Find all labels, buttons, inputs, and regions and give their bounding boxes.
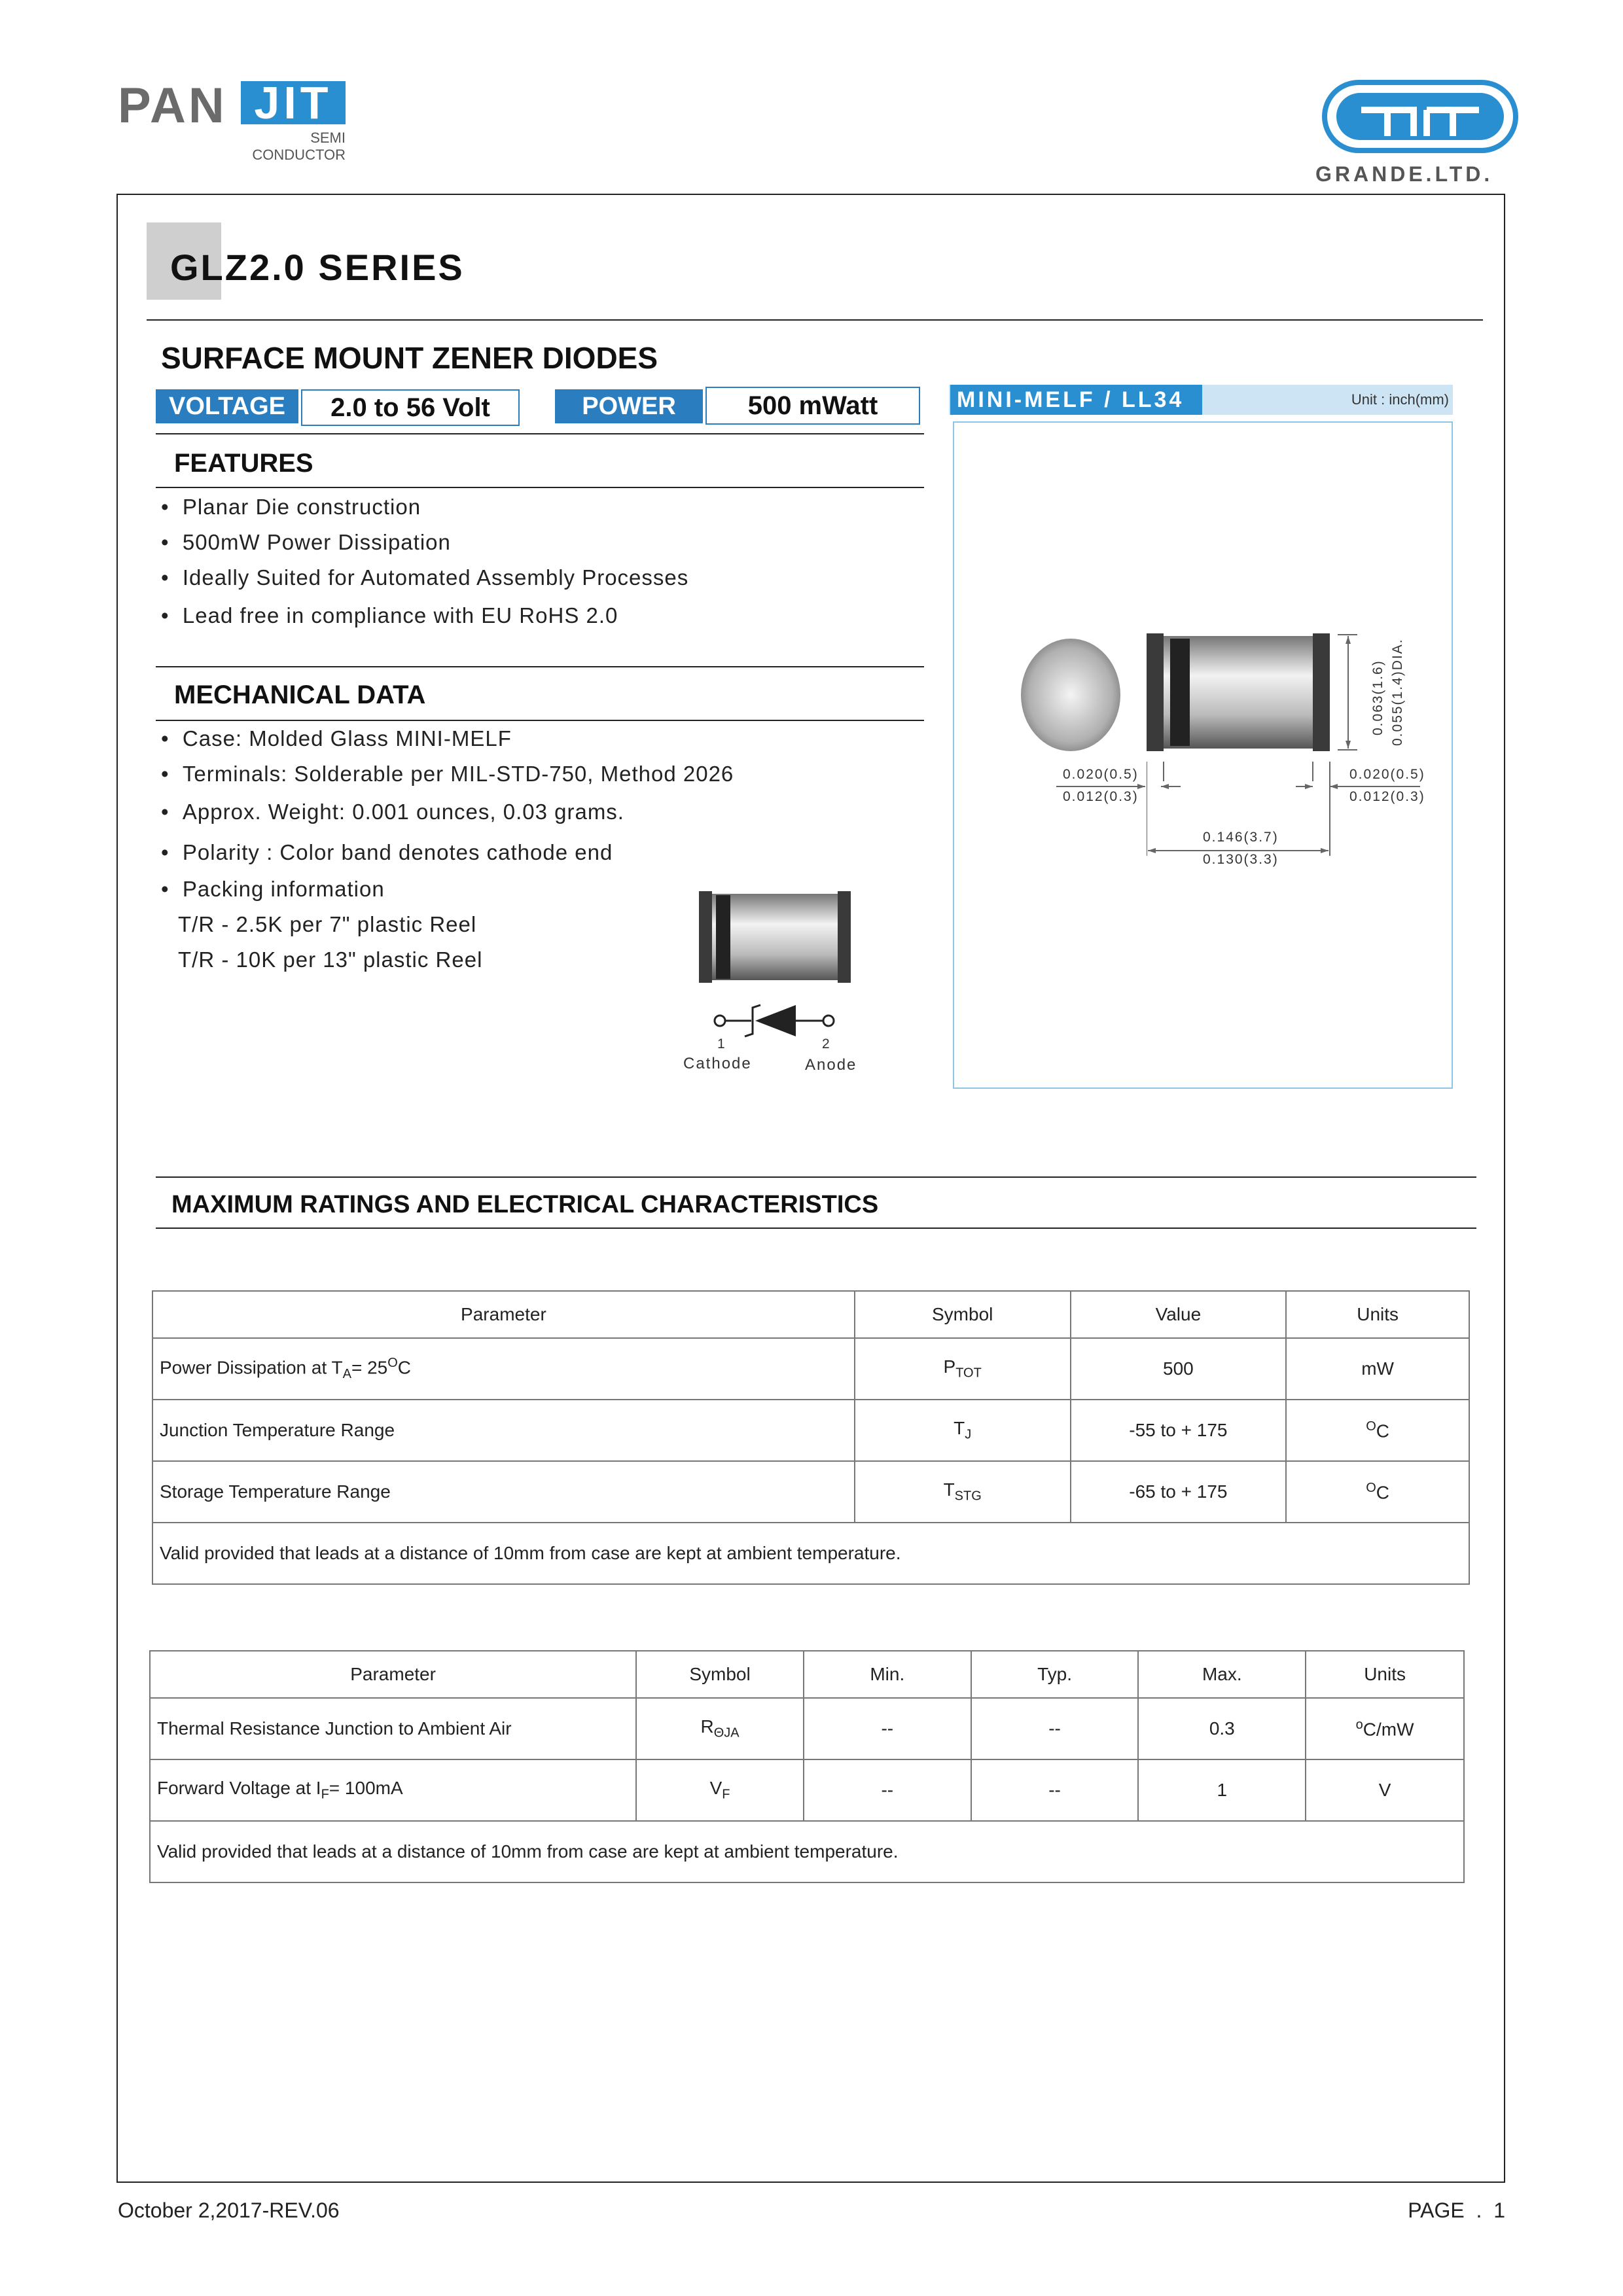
symbol-text: T (943, 1479, 955, 1500)
product-subtitle: SURFACE MOUNT ZENER DIODES (161, 341, 658, 375)
dim-lead-right-min: 0.012(0.3) (1349, 789, 1425, 804)
table-header-row (152, 1291, 1469, 1338)
logo-semi-text: SEMI (310, 130, 346, 146)
mechanical-top-divider (156, 666, 924, 667)
mechanical-text: Terminals: Solderable per MIL-STD-750, Method 2026 (182, 762, 734, 786)
mechanical-item: • Case: Molded Glass MINI-MELF (161, 726, 512, 751)
mechanical-item: • Polarity : Color band denotes cathode end (161, 840, 613, 864)
table-note-row (152, 1523, 1469, 1584)
table-header-cell: Typ. (971, 1651, 1139, 1698)
symbol-cell (855, 1338, 1071, 1400)
features-bottom-divider (156, 487, 924, 488)
panjit-logo-jit: JIT (241, 81, 346, 124)
symbol-subscript: F (722, 1787, 730, 1802)
table-header-cell: Units (1286, 1291, 1469, 1338)
dim-lead-left-max: 0.020(0.5) (1063, 767, 1139, 782)
table-header-cell: Symbol (855, 1291, 1071, 1338)
pin1-label: 1 (717, 1036, 726, 1051)
symbol-text: V (709, 1778, 722, 1799)
symbol-cell (855, 1400, 1071, 1461)
packing-line: T/R - 10K per 13" plastic Reel (178, 947, 483, 972)
feature-item: • 500mW Power Dissipation (161, 530, 451, 554)
pin2-label: 2 (822, 1036, 831, 1051)
diode-body-icon (699, 891, 851, 983)
grande-logo-icon (1322, 80, 1518, 153)
symbol-cell (636, 1698, 804, 1759)
table-note: Valid provided that leads at a distance of 10mm from case are kept at ambient temperature. (150, 1821, 1464, 1882)
symbol-subscript: STG (954, 1489, 982, 1504)
electrical-characteristics-table (149, 1650, 1465, 1883)
param-cell: Thermal Resistance Junction to Ambient Air (150, 1698, 636, 1759)
param-cell (150, 1759, 636, 1821)
param-tail: = 100mA (329, 1778, 403, 1799)
power-label: POWER (555, 389, 703, 423)
table-header-row (150, 1651, 1464, 1698)
mechanical-bottom-divider (156, 720, 924, 721)
mechanical-text: Polarity : Color band denotes cathode end (182, 840, 613, 864)
unit-text: C/mW (1363, 1719, 1414, 1740)
typ-cell: -- (971, 1759, 1139, 1821)
mechanical-heading: MECHANICAL DATA (174, 680, 426, 709)
mechanical-text: Packing information (182, 877, 385, 901)
dim-length-max: 0.146(3.7) (1203, 830, 1279, 845)
voltage-label: VOLTAGE (156, 389, 298, 423)
unit-cell (1286, 1400, 1469, 1461)
max-cell: 0.3 (1138, 1698, 1306, 1759)
max-ratings-table (152, 1290, 1470, 1585)
page-number: PAGE . 1 (1408, 2199, 1505, 2222)
features-top-divider (156, 433, 924, 434)
panjit-logo-sub (249, 130, 346, 164)
feature-text: Ideally Suited for Automated Assembly Processes (182, 565, 689, 590)
feature-item: • Ideally Suited for Automated Assembly Processes (161, 565, 689, 590)
symbol-text: T (954, 1418, 965, 1439)
value-cell: -55 to + 175 (1071, 1400, 1287, 1461)
feature-text: Lead free in compliance with EU RoHS 2.0 (182, 603, 618, 627)
symbol-cell (855, 1461, 1071, 1523)
features-heading: FEATURES (174, 449, 313, 478)
unit-text: C (1376, 1421, 1390, 1441)
symbol-subscript: TOT (955, 1366, 982, 1381)
symbol-cell (636, 1759, 804, 1821)
typ-cell: -- (971, 1698, 1139, 1759)
unit-cell: mW (1286, 1338, 1469, 1400)
dimension-diameter-icon (1338, 633, 1357, 751)
package-end-view-icon (1018, 636, 1123, 754)
table-row (152, 1338, 1469, 1400)
dim-lead-right-max: 0.020(0.5) (1349, 767, 1425, 782)
dim-diameter-max: 0.063(1.6) (1370, 660, 1385, 735)
table-header-cell: Max. (1138, 1651, 1306, 1698)
grande-brand-text: GRANDE.LTD. (1315, 162, 1493, 186)
table-row (150, 1698, 1464, 1759)
param-cell: Storage Temperature Range (152, 1461, 855, 1523)
param-cell (152, 1338, 855, 1400)
param-text: Forward Voltage at I (157, 1778, 321, 1799)
param-subscript: F (321, 1787, 329, 1802)
anode-label: Anode (805, 1056, 857, 1074)
param-end: C (397, 1357, 412, 1378)
unit-text: C (1376, 1482, 1390, 1503)
table-header-cell: Min. (804, 1651, 971, 1698)
min-cell: -- (804, 1698, 971, 1759)
param-subscript: A (342, 1366, 351, 1381)
mechanical-text: Approx. Weight: 0.001 ounces, 0.03 grams. (182, 800, 624, 824)
symbol-subscript: ΘJA (713, 1725, 740, 1740)
zener-symbol-icon (712, 1001, 836, 1040)
panjit-logo-pan: PAN (118, 78, 227, 133)
table-header-cell: Units (1306, 1651, 1464, 1698)
unit-superscript: O (1366, 1480, 1376, 1495)
table-header-cell: Value (1071, 1291, 1287, 1338)
table-note: Valid provided that leads at a distance of 10mm from case are kept at ambient temperature. (152, 1523, 1469, 1584)
feature-item: • Lead free in compliance with EU RoHS 2.0 (161, 603, 618, 627)
power-value: 500 mWatt (705, 387, 920, 425)
logo-conductor-text: CONDUCTOR (252, 147, 346, 163)
unit-superscript: O (1366, 1419, 1376, 1434)
feature-item: • Planar Die construction (161, 495, 421, 519)
param-tail: = 25 (351, 1357, 388, 1378)
title-divider (147, 319, 1483, 321)
package-unit: Unit : inch(mm) (1351, 391, 1449, 408)
max-cell: 1 (1138, 1759, 1306, 1821)
param-cell: Junction Temperature Range (152, 1400, 855, 1461)
mechanical-item: • Packing information (161, 877, 385, 901)
mechanical-item: • Approx. Weight: 0.001 ounces, 0.03 grams. (161, 800, 624, 824)
cathode-label: Cathode (683, 1055, 752, 1072)
ratings-heading: MAXIMUM RATINGS AND ELECTRICAL CHARACTERISTICS (171, 1191, 879, 1218)
dim-lead-left-min: 0.012(0.3) (1063, 789, 1139, 804)
unit-cell (1306, 1698, 1464, 1759)
min-cell: -- (804, 1759, 971, 1821)
table-row (152, 1400, 1469, 1461)
unit-cell (1286, 1461, 1469, 1523)
symbol-text: P (943, 1356, 956, 1377)
param-text: Power Dissipation at T (160, 1357, 343, 1378)
table-row (152, 1461, 1469, 1523)
page-title: GLZ2.0 SERIES (170, 247, 465, 288)
unit-superscript: o (1355, 1717, 1363, 1732)
param-superscript: O (387, 1356, 398, 1371)
package-name: MINI-MELF / LL34 (950, 385, 1202, 415)
feature-text: Planar Die construction (182, 495, 421, 519)
table-header-cell: Parameter (150, 1651, 636, 1698)
dim-diameter-min: 0.055(1.4)DIA. (1390, 638, 1405, 746)
dim-length-min: 0.130(3.3) (1203, 852, 1279, 867)
symbol-text: R (700, 1716, 714, 1737)
unit-cell: V (1306, 1759, 1464, 1821)
table-row (150, 1759, 1464, 1821)
revision-date: October 2,2017-REV.06 (118, 2199, 340, 2222)
value-cell: 500 (1071, 1338, 1287, 1400)
mechanical-item: • Terminals: Solderable per MIL-STD-750, Method 2026 (161, 762, 734, 786)
ratings-bottom-divider (156, 1227, 1476, 1229)
table-note-row (150, 1821, 1464, 1882)
symbol-subscript: J (965, 1427, 972, 1442)
value-cell: -65 to + 175 (1071, 1461, 1287, 1523)
table-header-cell: Parameter (152, 1291, 855, 1338)
feature-text: 500mW Power Dissipation (182, 530, 451, 554)
packing-line: T/R - 2.5K per 7" plastic Reel (178, 912, 477, 936)
voltage-value: 2.0 to 56 Volt (301, 389, 520, 426)
ratings-top-divider (156, 1176, 1476, 1178)
table-header-cell: Symbol (636, 1651, 804, 1698)
mechanical-text: Case: Molded Glass MINI-MELF (182, 726, 512, 751)
